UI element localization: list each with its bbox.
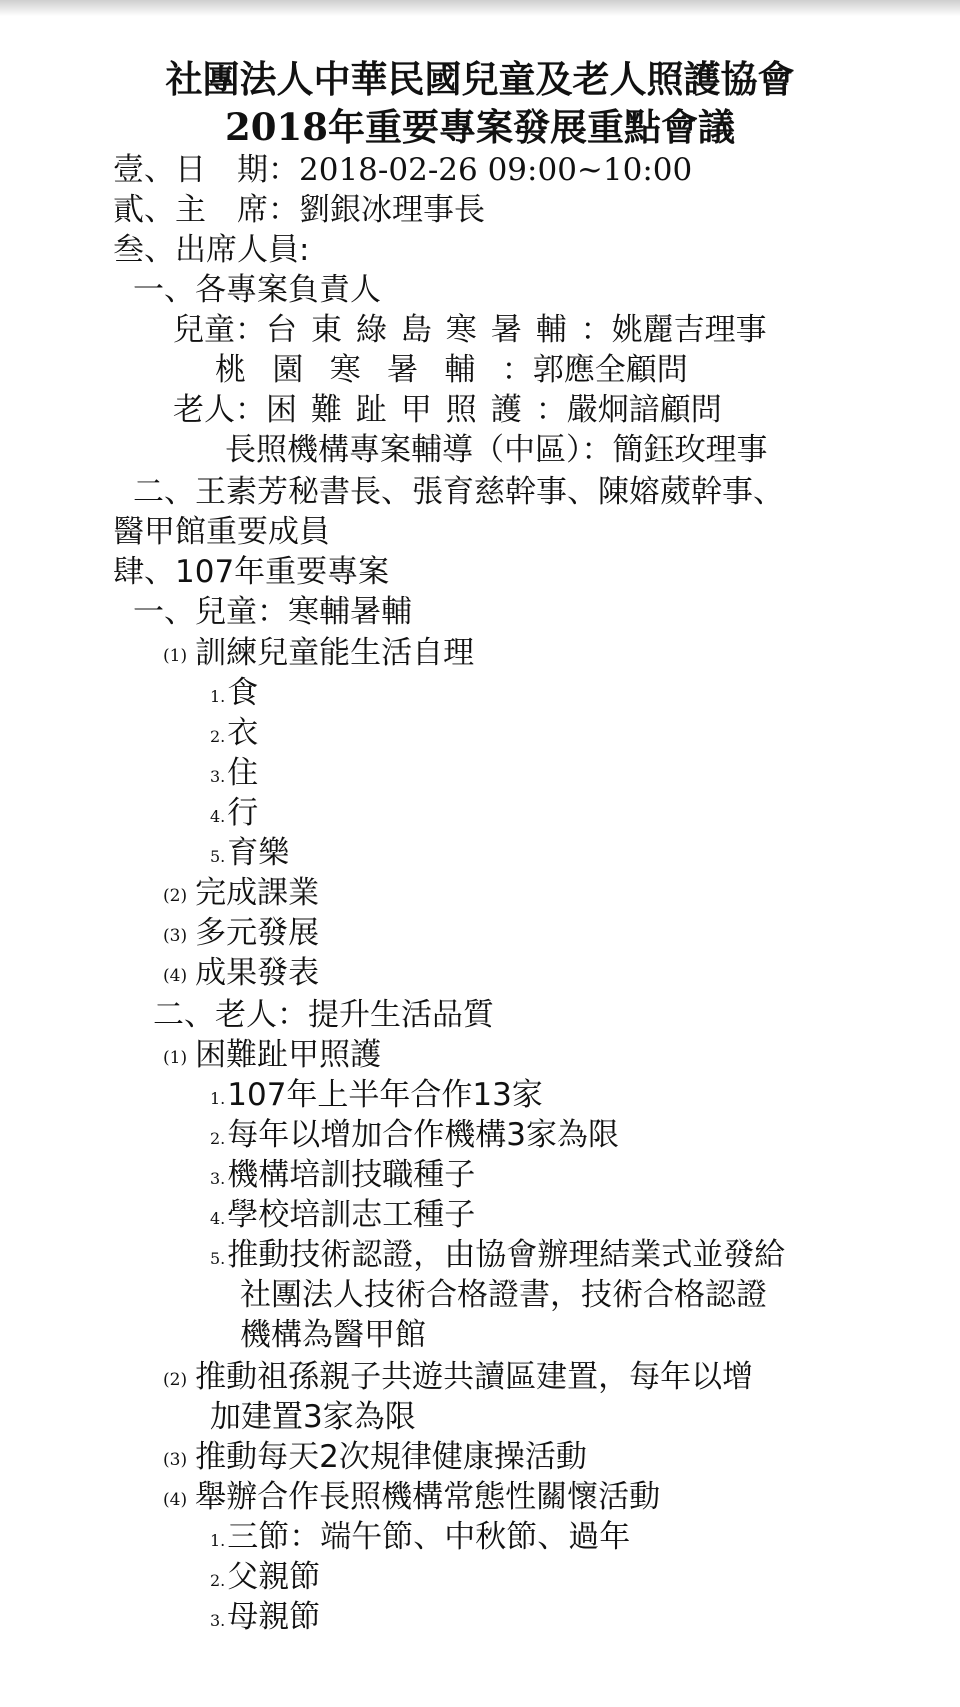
list-item-text: 父親節 [227,1559,321,1595]
child-item-2 [163,873,319,916]
elder-item-2-cont: 加建置3家為限 [210,1399,416,1435]
list-marker: (2) [163,886,188,906]
child-project-1-name: 台東綠島寒暑輔 [266,312,581,348]
list-item-text: 母親節 [227,1599,321,1635]
elder-sub-item-5-cont2: 機構為醫甲館 [240,1317,426,1353]
elder-item-3 [163,1437,587,1480]
meeting-date-line [113,150,692,190]
list-marker: 2. [210,1571,226,1590]
list-item-text: 三節：端午節、中秋節、過年 [227,1519,631,1555]
elder-item-4-sub-1 [210,1517,630,1561]
chairperson-label: 貳、主 席： [113,192,299,228]
list-item-text: 育樂 [227,835,290,871]
elder-project-2-line: 長照機構專案輔導（中區）：簡鈺玫理事 [225,432,768,468]
elder-item-4 [163,1477,660,1520]
list-marker: 3. [210,1169,226,1188]
child-sub-item-1 [210,673,258,717]
list-item-text: 每年以增加合作機構3家為限 [227,1117,619,1153]
elder-project-1-name: 困難趾甲照護 [266,392,536,428]
staff-attendees-line1: 二、王素芳秘書長、張育慈幹事、陳嫆葳幹事、 [133,474,784,510]
elder-sub-item-1 [210,1075,543,1119]
list-item-text: 訓練兒童能生活自理 [195,635,475,671]
elder-item-2 [163,1357,753,1400]
list-marker: (1) [163,1048,188,1068]
list-marker: 4. [210,807,226,826]
list-item-text: 衣 [227,715,259,751]
child-project-1-person: ：姚麗吉理事 [580,312,767,348]
list-item-text: 107年上半年合作13家 [227,1077,543,1113]
elder-sub-item-5 [210,1235,785,1279]
list-item-text: 成果發表 [195,955,320,991]
elder-program-heading: 二、老人：提升生活品質 [153,997,494,1033]
list-marker: (4) [163,1490,188,1510]
list-marker: 3. [210,767,226,786]
child-item-3 [163,913,319,956]
list-item-text: 多元發展 [195,915,320,951]
elder-sub-item-3 [210,1155,475,1199]
list-marker: 1. [210,687,226,706]
elder-sub-item-2 [210,1115,619,1159]
list-marker: 1. [210,1089,226,1108]
list-item-text: 推動祖孫親子共遊共讀區建置，每年以增 [195,1359,754,1395]
child-sub-item-3 [210,753,258,797]
meeting-date-label: 壹、日 期： [113,152,299,188]
chairperson-line [113,190,485,230]
chairperson-value: 劉銀冰理事長 [299,192,485,228]
elder-item-4-sub-3 [210,1597,320,1641]
list-item-text: 舉辦合作長照機構常態性關懷活動 [195,1479,661,1515]
list-item-text: 完成課業 [195,875,320,911]
document-subtitle: 2018年重要專案發展重點會議 [225,105,735,149]
list-marker: 2. [210,1129,226,1148]
staff-attendees-line2: 醫甲館重要成員 [113,514,330,550]
list-item-text: 行 [227,795,259,831]
elder-prefix: 老人： [173,392,266,428]
elder-project-1-person: ：嚴炯諳顧問 [535,392,722,428]
child-sub-item-5 [210,833,289,877]
elder-project-1-line [173,390,722,430]
list-item-text: 住 [227,755,259,791]
list-marker: (4) [163,966,188,986]
project-leads-heading: 一、各專案負責人 [133,272,381,308]
list-marker: 3. [210,1611,226,1630]
elder-item-4-sub-2 [210,1557,320,1601]
child-sub-item-4 [210,793,258,837]
list-marker: 1. [210,1531,226,1550]
child-item-1 [163,633,474,676]
elder-item-1 [163,1035,381,1078]
list-item-text: 推動技術認證，由協會辦理結業式並發給 [227,1237,786,1273]
child-project-2-line [215,350,688,390]
list-marker: (2) [163,1370,188,1390]
elder-sub-item-4 [210,1195,475,1239]
attendees-heading: 叁、出席人員: [113,232,310,268]
list-marker: (3) [163,926,188,946]
list-marker: (3) [163,1450,188,1470]
child-program-heading: 一、兒童：寒輔暑輔 [133,594,412,630]
meeting-date-value: 2018-02-26 09:00~10:00 [299,152,693,188]
elder-sub-item-5-cont1: 社團法人技術合格證書，技術合格認證 [240,1277,767,1313]
child-project-2-person: ：郭應全顧問 [501,352,688,388]
list-marker: 5. [210,847,226,866]
child-sub-item-2 [210,713,258,757]
child-project-1-line [173,310,767,350]
child-project-2-name: 桃園寒暑輔 [215,352,502,388]
list-marker: 2. [210,727,226,746]
list-marker: 5. [210,1249,226,1268]
list-item-text: 機構培訓技職種子 [227,1157,476,1193]
list-item-text: 推動每天2次規律健康操活動 [195,1439,587,1475]
child-prefix: 兒童： [173,312,266,348]
list-marker: (1) [163,646,188,666]
list-item-text: 食 [227,675,259,711]
list-marker: 4. [210,1209,226,1228]
document-title: 社團法人中華民國兒童及老人照護協會 [165,57,795,101]
list-item-text: 學校培訓志工種子 [227,1197,476,1233]
list-item-text: 困難趾甲照護 [195,1037,382,1073]
child-item-4 [163,953,319,996]
projects-heading: 肆、107年重要專案 [113,554,390,590]
